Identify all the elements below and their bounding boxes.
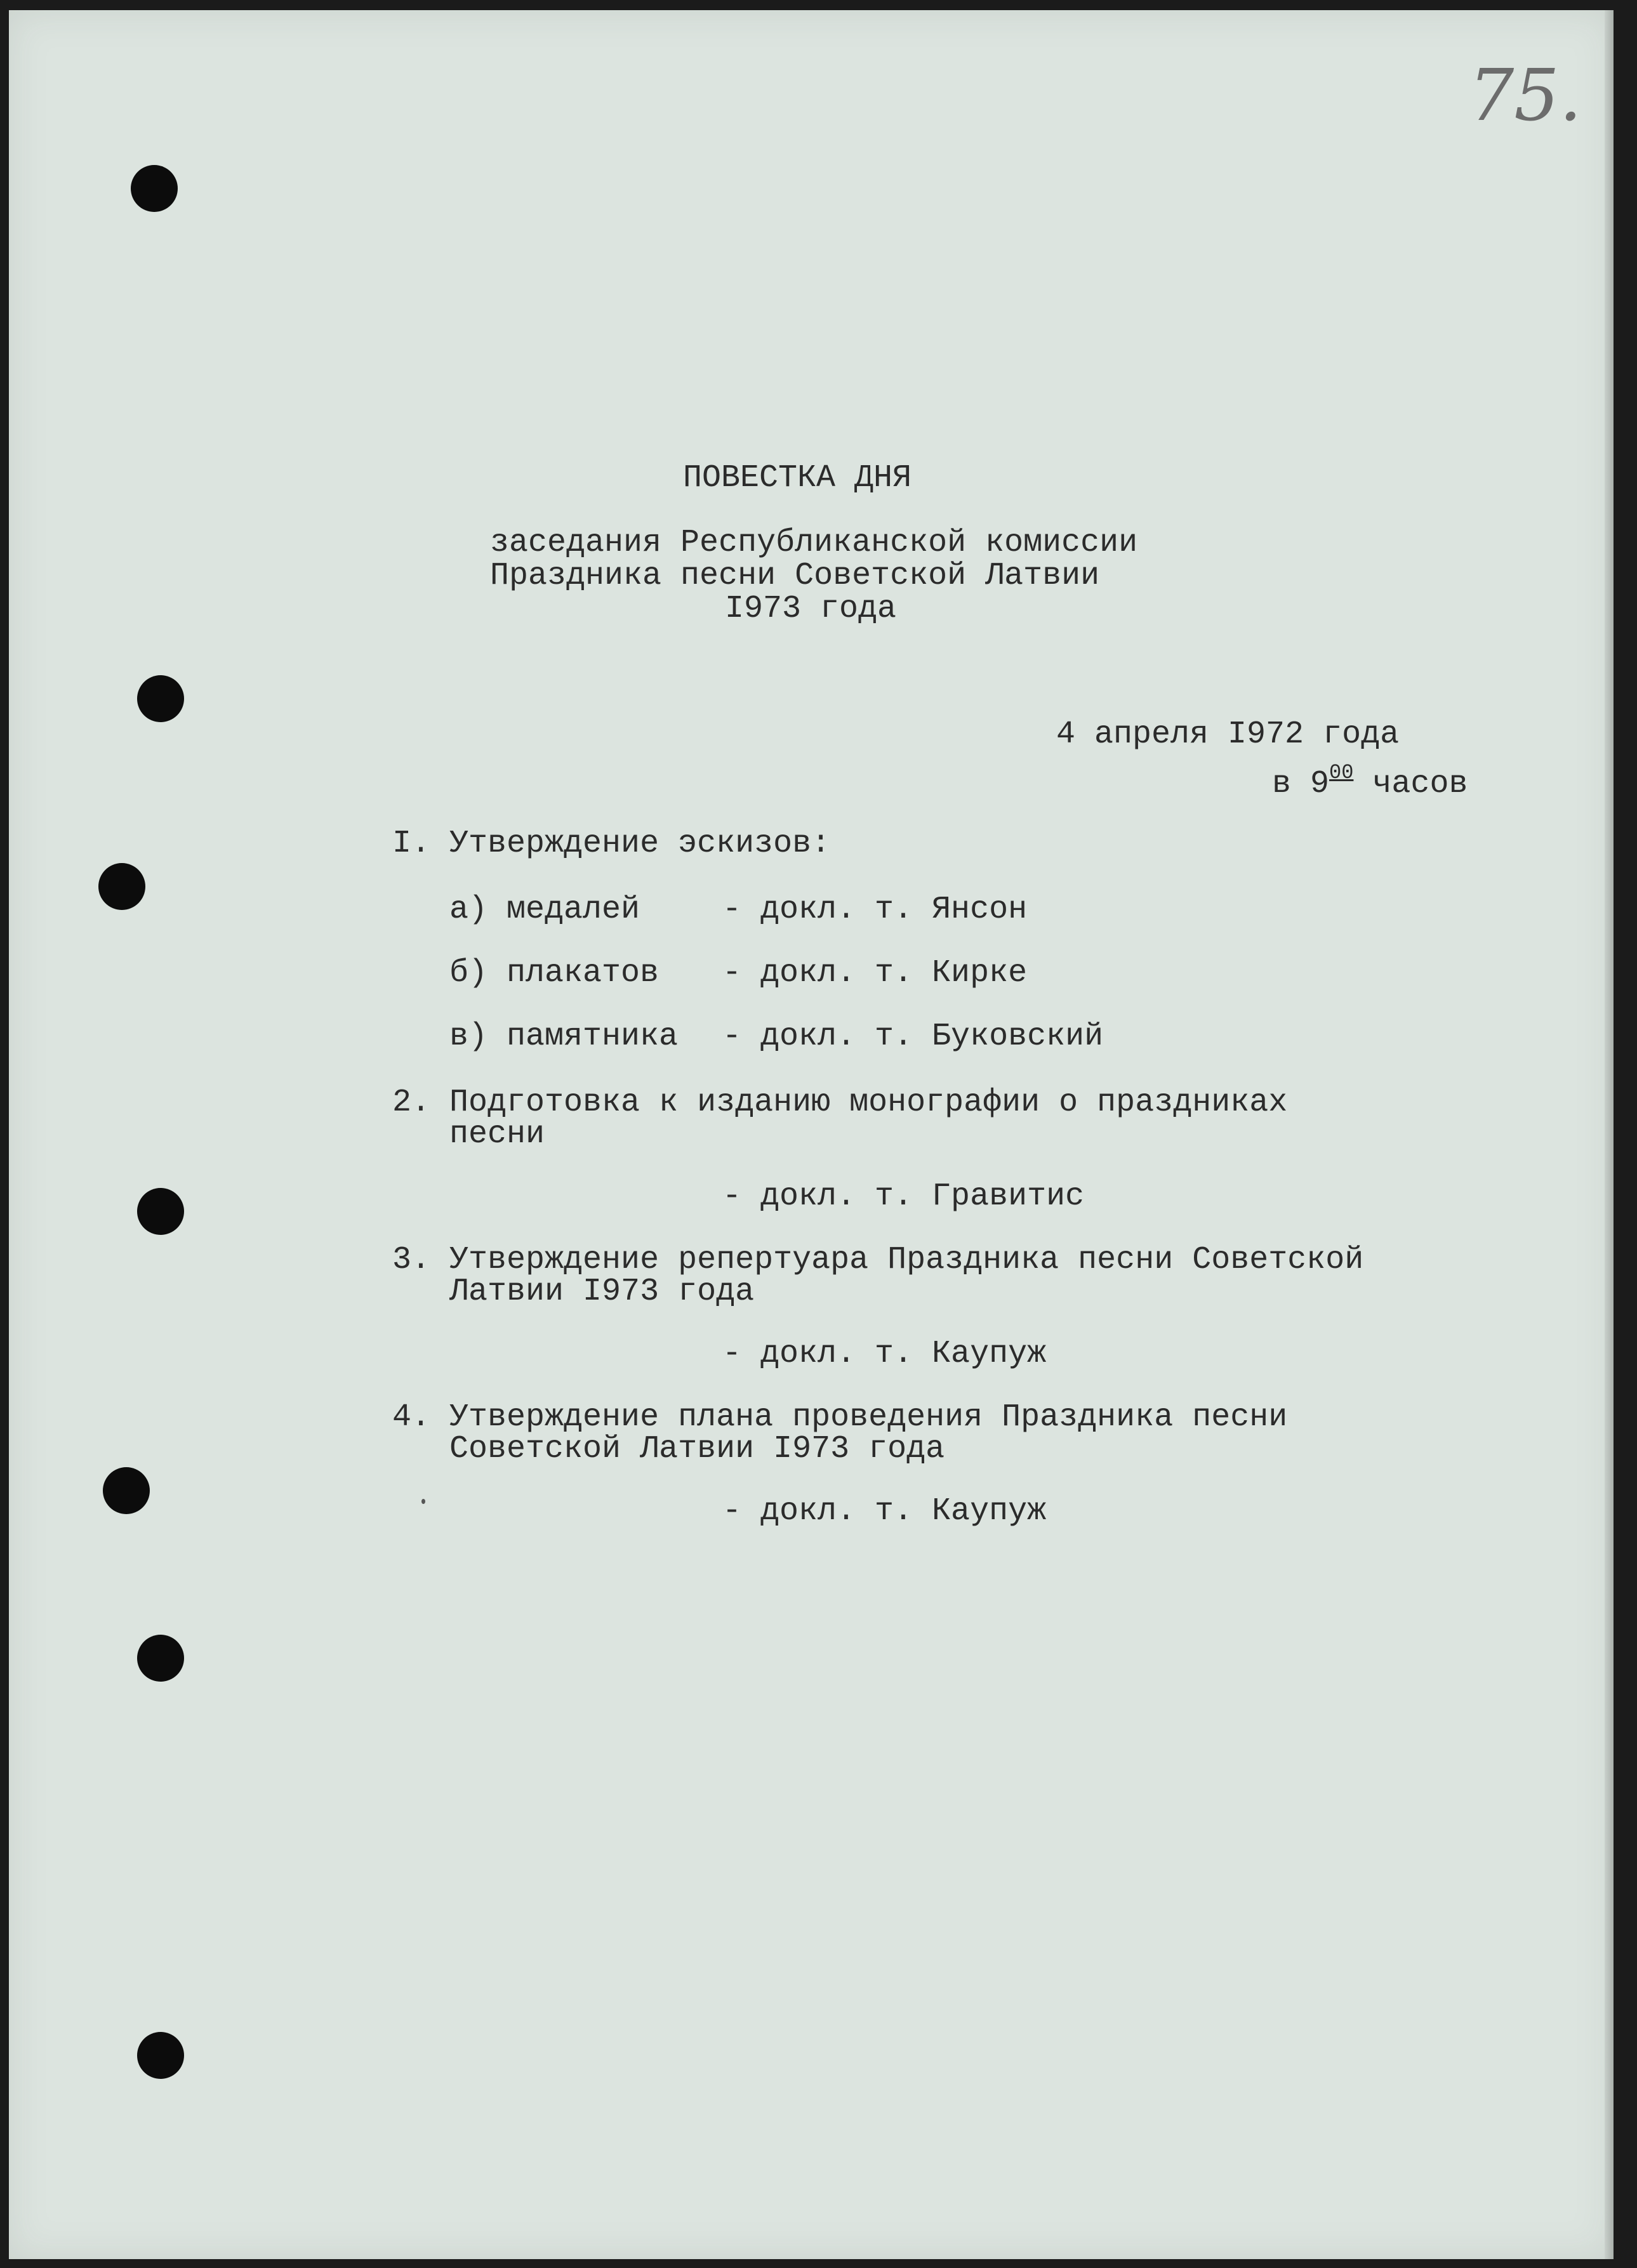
agenda-item-4-line-2: Советской Латвии I973 года xyxy=(392,1431,945,1467)
meeting-date: 4 апреля I972 года xyxy=(1056,716,1400,753)
binder-hole xyxy=(137,675,184,722)
time-prefix: в 9 xyxy=(1272,766,1330,802)
agenda-subitem-speaker: - докл. т. Буковский xyxy=(722,1019,1104,1055)
page-number: 75. xyxy=(1469,55,1582,137)
agenda-item-1-title: I. Утверждение эскизов: xyxy=(392,826,831,862)
subtitle-line-1: заседания Республиканской комиссии xyxy=(490,525,1138,561)
ink-speck xyxy=(421,1499,425,1504)
agenda-item-2-line-1: 2. Подготовка к изданию монографии о праздниках xyxy=(392,1085,1288,1121)
agenda-item-4-line-1: 4. Утверждение плана проведения Праздника песни xyxy=(392,1399,1288,1435)
subtitle-line-2: Праздника песни Советской Латвии xyxy=(490,558,1100,594)
time-superscript: 00 xyxy=(1329,761,1354,784)
agenda-subitem-label: а) медалей xyxy=(449,892,640,928)
agenda-item-4-speaker: - докл. т. Каупуж xyxy=(722,1493,1047,1529)
time-suffix: часов xyxy=(1353,766,1468,802)
agenda-item-2-speaker: - докл. т. Гравитис xyxy=(722,1178,1085,1215)
binder-hole xyxy=(137,1188,184,1235)
binder-hole xyxy=(137,1635,184,1682)
binder-hole xyxy=(131,165,178,212)
binder-hole xyxy=(103,1467,150,1514)
agenda-subitem-speaker: - докл. т. Кирке xyxy=(722,955,1028,991)
page-edge xyxy=(1605,10,1614,2259)
agenda-item-3-line-2: Латвии I973 года xyxy=(392,1274,755,1310)
agenda-item-3-line-1: 3. Утверждение репертуара Праздника песни Советской xyxy=(392,1242,1364,1278)
document-page xyxy=(9,10,1614,2259)
agenda-subitem-speaker: - докл. т. Янсон xyxy=(722,892,1028,928)
agenda-item-2-line-2: песни xyxy=(392,1116,545,1152)
document-title: ПОВЕСТКА ДНЯ xyxy=(683,460,912,496)
binder-hole xyxy=(98,863,145,910)
agenda-subitem-label: б) плакатов xyxy=(449,955,659,991)
agenda-subitem-label: в) памятника xyxy=(449,1019,679,1055)
meeting-time xyxy=(1272,761,1468,805)
agenda-item-3-speaker: - докл. т. Каупуж xyxy=(722,1336,1047,1372)
binder-hole xyxy=(137,2032,184,2079)
subtitle-line-3: I973 года xyxy=(725,591,897,627)
